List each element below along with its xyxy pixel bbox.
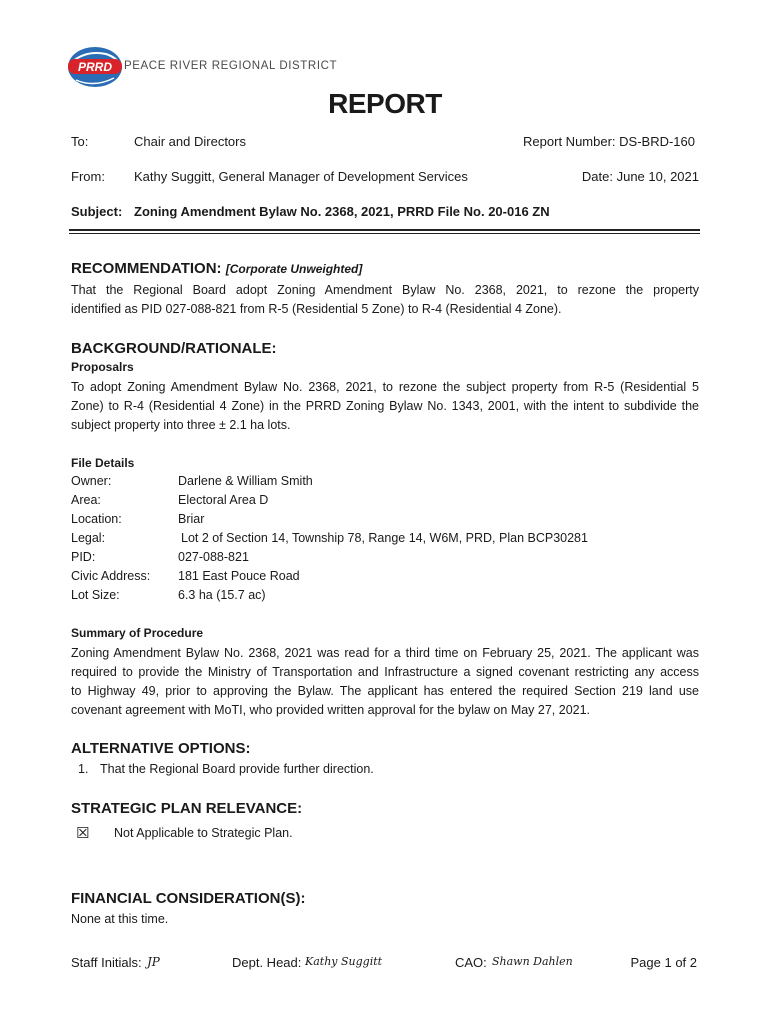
- file-value-owner: Darlene & William Smith: [178, 474, 313, 488]
- staff-initials-label: Staff Initials:: [71, 955, 142, 970]
- report-date: Date: June 10, 2021: [581, 169, 699, 184]
- from-label: From:: [71, 169, 105, 184]
- summary-text: Zoning Amendment Bylaw No. 2368, 2021 was read for a third time on February 25, 2021. The applicant was required to provide the Ministry of Transportation and Infrastructure a signed covenant restricting any access to Highway 49, prior to approving the Bylaw. The applicant has entered the required Section 219 land use covenant agreement with MoTI, who provided written approval for the bylaw on May 27, 2021.: [71, 646, 699, 717]
- strategic-heading: STRATEGIC PLAN RELEVANCE:: [71, 800, 303, 817]
- dept-head-label: Dept. Head:: [232, 955, 302, 970]
- file-value-legal: Lot 2 of Section 14, Township 78, Range 14, W6M, PRD, Plan BCP30281: [181, 531, 588, 545]
- to-value: Chair and Directors: [134, 134, 246, 149]
- file-value-pid: 027-088-821: [178, 550, 249, 564]
- file-value-area: Electoral Area D: [178, 493, 269, 507]
- summary-heading: Summary of Procedure: [71, 626, 204, 640]
- page-number: Page 1 of 2: [630, 955, 697, 970]
- report-title: REPORT: [328, 88, 442, 119]
- background-heading: BACKGROUND/RATIONALE:: [71, 340, 277, 357]
- file-value-lot-size: 6.3 ha (15.7 ac): [178, 588, 266, 602]
- file-label-owner: Owner:: [71, 474, 112, 488]
- logo-text: PRRD: [77, 60, 113, 74]
- strategic-text: Not Applicable to Strategic Plan.: [114, 826, 293, 840]
- alternatives-heading: ALTERNATIVE OPTIONS:: [71, 740, 251, 757]
- report-number: Report Number: DS-BRD-160: [523, 134, 695, 149]
- subject-label: Subject:: [71, 204, 123, 219]
- prrd-logo: [66, 44, 124, 90]
- recommendation-tag: [Corporate Unweighted]: [225, 262, 363, 276]
- file-label-civic-address: Civic Address:: [71, 569, 151, 583]
- file-label-legal: Legal:: [71, 531, 106, 545]
- file-label-location: Location:: [71, 512, 122, 526]
- financial-text: None at this time.: [71, 912, 169, 926]
- from-value: Kathy Suggitt, General Manager of Development Services: [134, 169, 468, 184]
- recommendation-heading: RECOMMENDATION: [Corporate Unweighted]: [71, 260, 363, 277]
- cao-signature: Shawn Dahlen: [492, 955, 573, 968]
- file-label-pid: PID:: [71, 550, 96, 564]
- checked-box-icon: ☒: [76, 825, 90, 842]
- staff-initials-signature: JP: [147, 955, 160, 969]
- header-divider: [69, 229, 700, 231]
- file-value-civic-address: 181 East Pouce Road: [178, 569, 300, 583]
- alternative-number: 1.: [78, 762, 89, 776]
- financial-heading: FINANCIAL CONSIDERATION(S):: [71, 890, 306, 907]
- header-divider-thin: [69, 233, 700, 234]
- subject-value: Zoning Amendment Bylaw No. 2368, 2021, PRRD File No. 20-016 ZN: [134, 204, 550, 219]
- file-value-location: Briar: [178, 512, 205, 526]
- org-name: PEACE RIVER REGIONAL DISTRICT: [124, 60, 338, 72]
- proposal-heading: Proposalrs: [71, 360, 134, 374]
- file-details-heading: File Details: [71, 456, 135, 470]
- alternative-text: That the Regional Board provide further direction.: [100, 762, 374, 776]
- to-label: To:: [71, 134, 89, 149]
- file-label-lot-size: Lot Size:: [71, 588, 120, 602]
- cao-label: CAO:: [455, 955, 487, 970]
- file-label-area: Area:: [71, 493, 101, 507]
- proposal-text: To adopt Zoning Amendment Bylaw No. 2368, 2021, to rezone the subject property from R-5 (Residential 5 Zone) to R-4 (Residential 4 Zone) in the PRRD Zoning Bylaw No. 1343, 2001, with the intent to subdivide the subject property into three ± 2.1 ha lots.: [71, 380, 699, 432]
- dept-head-signature: Kathy Suggitt: [305, 955, 383, 968]
- recommendation-text: That the Regional Board adopt Zoning Amendment Bylaw No. 2368, 2021, to rezone the property identified as PID 027-088-821 from R-5 (Residential 5 Zone) to R-4 (Residential 4 Zone).: [71, 283, 699, 316]
